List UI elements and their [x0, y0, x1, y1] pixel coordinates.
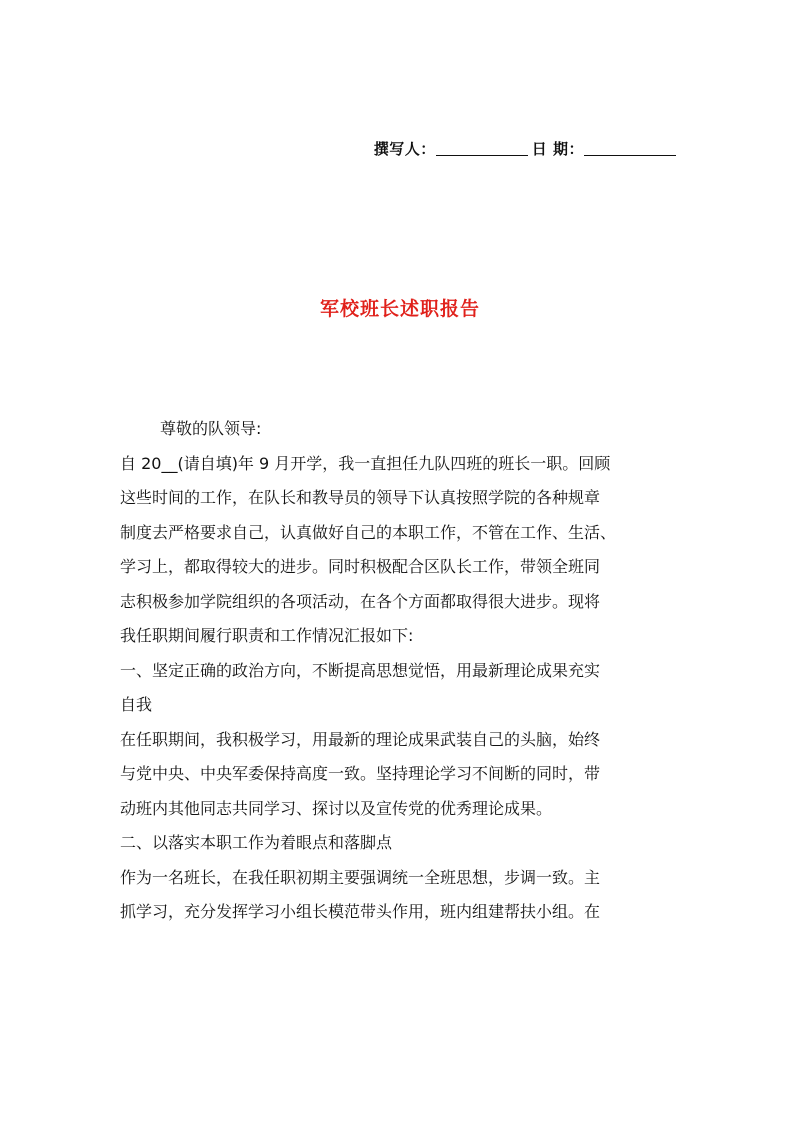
document-title: 军校班长述职报告 — [319, 298, 480, 320]
paragraph-line: 我任职期间履行职责和工作情况汇报如下: — [120, 626, 414, 645]
paragraph-line: 志积极参加学院组织的各项活动，在各个方面都取得很大进步。现将 — [120, 591, 601, 611]
section-heading: 自我 — [120, 695, 153, 714]
paragraph-line: 自 20__(请自填)年 9 月开学，我一直担任九队四班的班长一职。回顾 — [120, 453, 611, 473]
date-blank — [584, 141, 676, 156]
author-blank — [436, 141, 528, 156]
paragraph-line: 学习上，都取得较大的进步。同时积极配合区队长工作，带领全班同 — [120, 557, 601, 576]
paragraph-line: 抓学习，充分发挥学习小组长模范带头作用，班内组建帮扶小组。在 — [120, 902, 601, 921]
date-label: 日 期： — [531, 140, 584, 158]
salutation: 尊敬的队领导: — [160, 419, 262, 438]
author-date-line — [374, 138, 680, 159]
section-heading: 一、坚定正确的政治方向，不断提高思想觉悟，用最新理论成果充实 — [120, 660, 601, 680]
paragraph-line: 动班内其他同志共同学习、探讨以及宣传党的优秀理论成果。 — [120, 798, 553, 818]
paragraph-line: 制度去严格要求自己，认真做好自己的本职工作，不管在工作、生活、 — [120, 522, 617, 542]
paragraph-line: 这些时间的工作，在队长和教导员的领导下认真按照学院的各种规章 — [120, 488, 601, 507]
document-body — [120, 412, 688, 930]
author-label: 撰写人： — [373, 140, 436, 158]
paragraph-line: 作为一名班长，在我任职初期主要强调统一全班思想，步调一致。主 — [120, 867, 601, 887]
paragraph-line: 在任职期间，我积极学习，用最新的理论成果武装自己的头脑，始终 — [120, 729, 601, 749]
paragraph-line: 与党中央、中央军委保持高度一致。坚持理论学习不间断的同时，带 — [120, 764, 601, 783]
section-heading: 二、以落实本职工作为着眼点和落脚点 — [120, 833, 393, 852]
